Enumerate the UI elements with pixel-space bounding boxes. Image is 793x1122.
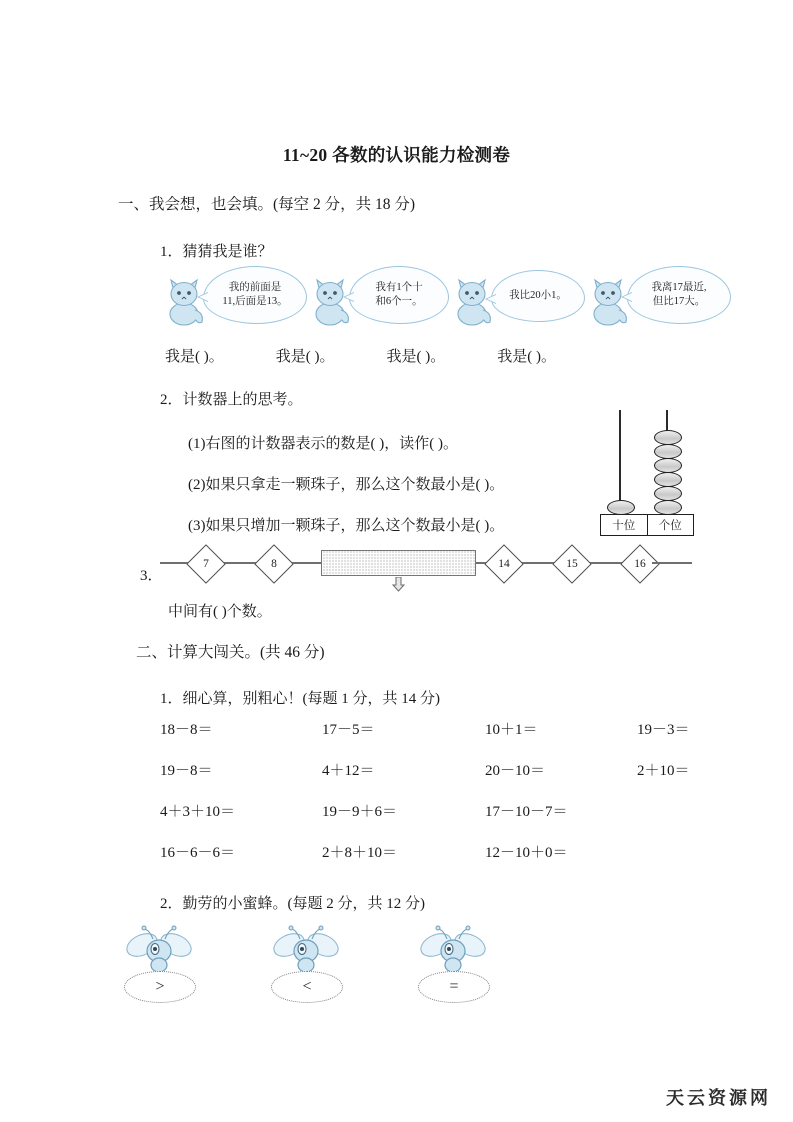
bee-flower-2[interactable] xyxy=(271,971,343,1003)
answer-blank-3[interactable]: 我是( )。 xyxy=(386,349,446,365)
abacus-bead-tens-1 xyxy=(607,500,635,515)
answer-blank-4[interactable]: 我是( )。 xyxy=(497,349,556,365)
arith-3-1[interactable]: 4＋3＋10＝ xyxy=(160,804,236,820)
watermark: 天云资源网 xyxy=(666,1088,771,1109)
arith-4-3[interactable]: 12－10＋0＝ xyxy=(485,845,568,861)
number-line-diamond-7: 7 xyxy=(186,544,226,584)
arith-1-4[interactable]: 19－3＝ xyxy=(637,722,690,738)
bubble-4-line-2: 但比17大。 xyxy=(652,296,706,307)
arithmetic-grid xyxy=(160,718,720,882)
bubble-3-line-1: 我比20小1。 xyxy=(509,289,567,301)
question-1-1-prompt: 1．猜猜我是谁？ xyxy=(160,244,273,260)
arith-2-1[interactable]: 19－8＝ xyxy=(160,763,213,779)
arithmetic-row-3 xyxy=(160,800,720,841)
arith-1-1[interactable]: 18－8＝ xyxy=(160,722,213,738)
bee-row xyxy=(120,925,540,1005)
abacus-bead-ones-4 xyxy=(654,458,682,473)
arith-1-3[interactable]: 10＋1＝ xyxy=(485,722,538,738)
arithmetic-row-1 xyxy=(160,718,720,759)
abacus-bead-ones-6 xyxy=(654,430,682,445)
arith-2-3[interactable]: 20－10＝ xyxy=(485,763,546,779)
abacus-bead-ones-2 xyxy=(654,486,682,501)
question-1-2-line-3[interactable]: (3)如果只增加一颗珠子，那么这个数最小是( )。 xyxy=(188,518,505,534)
question-1-2-line-2[interactable]: (2)如果只拿走一颗珠子，那么这个数最小是( )。 xyxy=(188,477,505,493)
arithmetic-row-4 xyxy=(160,841,720,882)
speech-bubble-4 xyxy=(627,266,731,324)
arith-2-2[interactable]: 4＋12＝ xyxy=(322,763,375,779)
arith-3-2[interactable]: 19－9＋6＝ xyxy=(322,804,398,820)
answer-row-q1 xyxy=(165,345,604,366)
answer-blank-1[interactable]: 我是( )。 xyxy=(165,349,224,365)
bee-symbol-3: = xyxy=(449,978,459,995)
bubble-tail-3 xyxy=(485,294,496,304)
abacus-bead-ones-3 xyxy=(654,472,682,487)
section-1-heading: 一、我会想，也会填。(每空 2 分，共 18 分) xyxy=(118,196,416,213)
number-line-gap-box[interactable] xyxy=(321,550,476,576)
arith-2-4[interactable]: 2＋10＝ xyxy=(637,763,690,779)
number-line-diamond-14: 14 xyxy=(484,544,524,584)
bubble-4-line-1: 我离17最近, xyxy=(651,281,707,293)
number-line-axis-tail xyxy=(652,562,692,564)
abacus-label-ones: 个位 xyxy=(658,520,682,532)
abacus-label-tens: 十位 xyxy=(601,515,648,535)
number-line-arrow-icon xyxy=(391,577,406,592)
arith-4-1[interactable]: 16－6－6＝ xyxy=(160,845,236,861)
abacus-diagram xyxy=(600,406,696,536)
bee-item-1 xyxy=(120,925,198,1003)
arithmetic-row-2 xyxy=(160,759,720,800)
bubble-tail-1 xyxy=(197,292,208,302)
question-2-2-prompt: 2．勤劳的小蜜蜂。(每题 2 分，共 12 分) xyxy=(160,896,425,912)
abacus-bead-ones-5 xyxy=(654,444,682,459)
cat-bubble-row xyxy=(155,266,715,332)
bubble-1-line-2: 11,后面是13。 xyxy=(222,296,288,307)
abacus-bead-ones-1 xyxy=(654,500,682,515)
bee-flower-3[interactable] xyxy=(418,971,490,1003)
speech-bubble-3 xyxy=(491,270,585,322)
number-line-diamond-15: 15 xyxy=(552,544,592,584)
section-2-heading: 二、计算大闯关。(共 46 分) xyxy=(136,644,325,661)
bee-flower-1[interactable] xyxy=(124,971,196,1003)
question-1-2-line-1[interactable]: (1)右图的计数器表示的数是( )，读作( )。 xyxy=(188,436,458,452)
abacus-rod-tens xyxy=(619,410,621,514)
number-line-diagram xyxy=(160,548,630,592)
bee-item-2 xyxy=(267,925,345,1003)
answer-blank-2[interactable]: 我是( )。 xyxy=(275,349,335,365)
arith-4-2[interactable]: 2＋8＋10＝ xyxy=(322,845,398,861)
arith-1-2[interactable]: 17－5＝ xyxy=(322,722,375,738)
number-line-diamond-8: 8 xyxy=(254,544,294,584)
bubble-1-line-1: 我的前面是 xyxy=(228,281,282,293)
number-line-diamond-16: 16 xyxy=(620,544,660,584)
bee-symbol-1: > xyxy=(155,978,165,995)
bubble-2-line-2: 和6个一。 xyxy=(375,296,423,307)
bubble-tail-4 xyxy=(621,292,632,302)
bubble-2-line-1: 我有1个十 xyxy=(375,281,423,293)
question-1-3-number: 3． xyxy=(140,568,163,584)
speech-bubble-1 xyxy=(203,266,307,324)
bee-symbol-2: < xyxy=(302,978,312,995)
bubble-tail-2 xyxy=(343,292,354,302)
page-title: 11~20 各数的认识能力检测卷 xyxy=(282,145,511,165)
question-1-2-prompt: 2．计数器上的思考。 xyxy=(160,392,303,408)
question-2-1-prompt: 1．细心算，别粗心！(每题 1 分，共 14 分) xyxy=(160,691,440,707)
question-1-3-prompt[interactable]: 中间有( )个数。 xyxy=(168,604,272,620)
arith-3-3[interactable]: 17－10－7＝ xyxy=(485,804,568,820)
bee-item-3 xyxy=(414,925,492,1003)
abacus-base xyxy=(600,514,694,536)
speech-bubble-2 xyxy=(349,266,449,324)
